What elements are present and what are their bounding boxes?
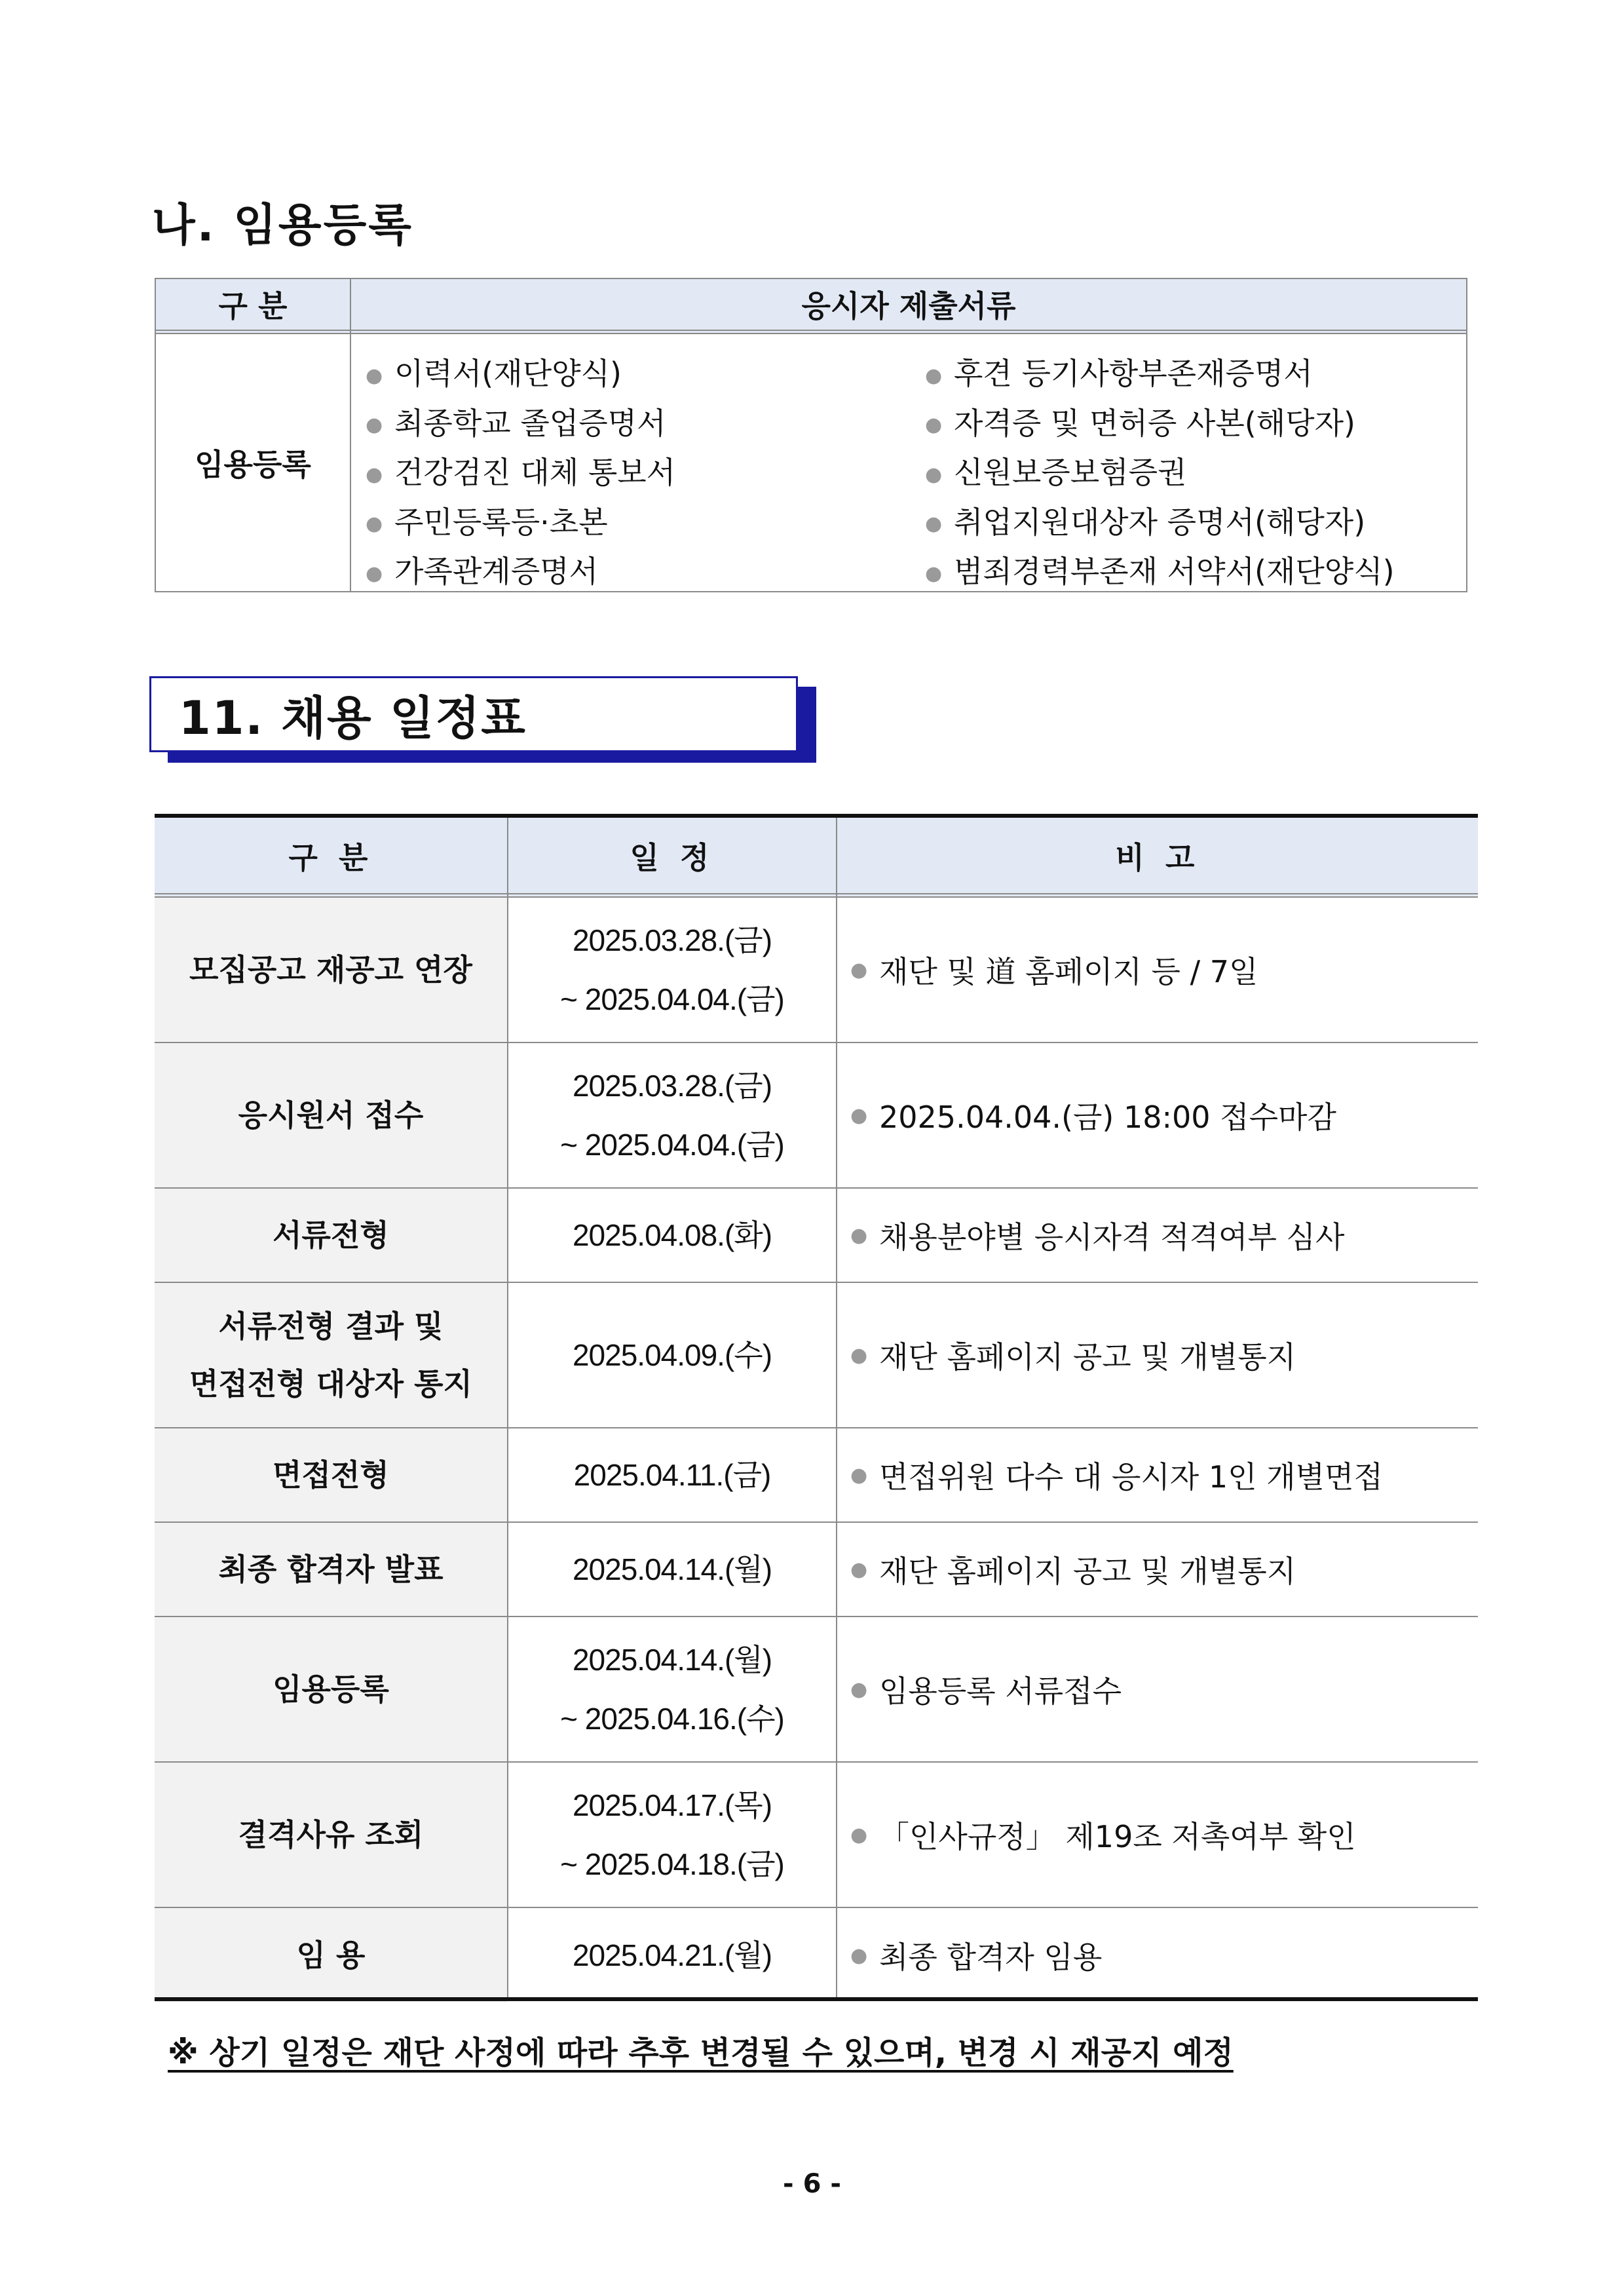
bullet-icon: ● xyxy=(925,413,943,436)
row-remark xyxy=(837,1283,1478,1427)
date-line: 2025.04.17.(목) xyxy=(572,1788,772,1822)
date-line: ~ 2025.04.18.(금) xyxy=(560,1847,784,1881)
remark-text: 「인사규정」 제19조 저촉여부 확인 xyxy=(879,1819,1356,1854)
row-label-appointment: 임용등록 xyxy=(195,447,311,482)
table-row xyxy=(155,1428,1478,1523)
list-item: ● 주민등록등·초본 xyxy=(366,499,675,548)
date-line: ~ 2025.04.04.(금) xyxy=(560,1128,784,1162)
row-remark xyxy=(837,1523,1478,1616)
schedule-footnote: ※ 상기 일정은 재단 사정에 따라 추후 변경될 수 있으며, 변경 시 재공지 예정 xyxy=(168,2035,1234,2071)
schedule-table xyxy=(155,814,1478,2001)
column-divider xyxy=(836,818,837,1997)
header-category: 구 분 xyxy=(218,288,288,324)
bullet-icon: ● xyxy=(925,364,943,387)
category-line: 면접전형 대상자 통지 xyxy=(189,1366,472,1402)
table-row xyxy=(155,1189,1478,1283)
row-category xyxy=(155,1523,507,1616)
table-row xyxy=(155,1908,1478,2002)
row-date xyxy=(508,1189,836,1282)
bullet-icon: ● xyxy=(925,562,943,585)
list-item: ● 범죄경력부존재 서약서(재단양식) xyxy=(925,548,1395,598)
bullet-icon: ● xyxy=(850,1223,868,1247)
list-item: ● 건강검진 대체 통보서 xyxy=(366,449,675,499)
list-item: ● 신원보증보험증권 xyxy=(925,449,1395,499)
header-documents: 응시자 제출서류 xyxy=(801,288,1016,324)
row-category xyxy=(155,1043,507,1187)
bullet-icon: ● xyxy=(366,562,383,585)
bullet-icon: ● xyxy=(925,512,943,535)
remark-text: 재단 홈페이지 공고 및 개별통지 xyxy=(879,1339,1296,1375)
remark-text: 채용분야별 응시자격 적격여부 심사 xyxy=(879,1219,1345,1255)
row-date xyxy=(508,1908,836,2002)
row-category xyxy=(155,1908,507,2002)
header-schedule: 일 정 xyxy=(630,840,715,875)
row-category xyxy=(155,1283,507,1427)
row-category xyxy=(155,1763,507,1907)
row-date xyxy=(508,1763,836,1907)
section-heading-11: 11. 채용 일정표 xyxy=(149,676,798,752)
category-line: 결격사유 조회 xyxy=(238,1817,424,1852)
row-date xyxy=(508,1428,836,1521)
bullet-icon: ● xyxy=(366,512,383,535)
category-line: 서류전형 결과 및 xyxy=(218,1309,444,1344)
category-line: 최종 합격자 발표 xyxy=(218,1552,444,1587)
row-category xyxy=(155,1189,507,1282)
row-date xyxy=(508,1043,836,1187)
row-category xyxy=(155,1617,507,1761)
list-item: ● 이력서(재단양식) xyxy=(366,350,675,400)
row-remark xyxy=(837,1189,1478,1282)
bullet-icon: ● xyxy=(366,413,383,436)
remark-text: 최종 합격자 임용 xyxy=(879,1940,1103,1975)
row-date xyxy=(508,1283,836,1427)
date-line: 2025.03.28.(금) xyxy=(572,1069,772,1103)
category-line: 응시원서 접수 xyxy=(238,1098,424,1133)
table-row xyxy=(155,1617,1478,1763)
list-item: ● 후견 등기사항부존재증명서 xyxy=(925,350,1395,400)
row-category xyxy=(155,1428,507,1521)
row-remark xyxy=(837,1428,1478,1521)
row-remark xyxy=(837,1763,1478,1907)
bullet-icon: ● xyxy=(850,1343,868,1367)
date-line: 2025.04.14.(월) xyxy=(572,1552,772,1586)
date-line: 2025.03.28.(금) xyxy=(572,923,772,957)
category-line: 면접전형 xyxy=(273,1457,389,1493)
submission-docs-table xyxy=(155,278,1467,592)
bullet-icon: ● xyxy=(850,1943,868,1967)
header-category: 구 분 xyxy=(288,840,373,875)
remark-text: 재단 홈페이지 공고 및 개별통지 xyxy=(879,1554,1296,1589)
bullet-icon: ● xyxy=(366,463,383,486)
remark-text: 2025.04.04.(금) 18:00 접수마감 xyxy=(879,1100,1336,1135)
bullet-icon: ● xyxy=(925,463,943,486)
row-remark xyxy=(837,1617,1478,1761)
list-item: ● 최종학교 졸업증명서 xyxy=(366,400,675,450)
page-number: - 6 - xyxy=(783,2169,841,2199)
date-line: ~ 2025.04.04.(금) xyxy=(560,982,784,1016)
list-item: ● 자격증 및 면허증 사본(해당자) xyxy=(925,400,1395,450)
list-item: ● 가족관계증명서 xyxy=(366,548,675,598)
header-remarks: 비 고 xyxy=(1115,840,1200,875)
date-line: ~ 2025.04.16.(수) xyxy=(560,1702,784,1736)
category-line: 서류전형 xyxy=(273,1217,389,1253)
table-row xyxy=(155,1283,1478,1428)
bullet-icon: ● xyxy=(850,958,868,982)
table-row xyxy=(155,1523,1478,1617)
row-category xyxy=(155,898,507,1042)
category-line: 모집공고 재공고 연장 xyxy=(189,952,472,987)
date-line: 2025.04.08.(화) xyxy=(572,1218,772,1252)
bullet-icon: ● xyxy=(850,1677,868,1701)
docs-list-left xyxy=(366,350,675,598)
table-row xyxy=(155,1043,1478,1189)
remark-text: 면접위원 다수 대 응시자 1인 개별면접 xyxy=(879,1459,1383,1495)
list-item: ● 취업지원대상자 증명서(해당자) xyxy=(925,499,1395,548)
row-remark xyxy=(837,1043,1478,1187)
bullet-icon: ● xyxy=(850,1463,868,1487)
section-heading-na: 나. 임용등록 xyxy=(152,200,413,252)
date-line: 2025.04.14.(월) xyxy=(572,1643,772,1677)
remark-text: 임용등록 서류접수 xyxy=(879,1674,1122,1709)
row-date xyxy=(508,1523,836,1616)
row-date xyxy=(508,1617,836,1761)
category-line: 임 용 xyxy=(296,1938,366,1973)
table-row xyxy=(155,1763,1478,1908)
date-line: 2025.04.09.(수) xyxy=(572,1338,772,1372)
date-line: 2025.04.11.(금) xyxy=(573,1458,771,1492)
table-row xyxy=(155,898,1478,1043)
docs-list-right xyxy=(925,350,1395,598)
bullet-icon: ● xyxy=(850,1558,868,1581)
category-line: 임용등록 xyxy=(273,1672,389,1707)
bullet-icon: ● xyxy=(850,1103,868,1127)
date-line: 2025.04.21.(월) xyxy=(572,1938,772,1972)
remark-text: 재단 및 道 홈페이지 등 / 7일 xyxy=(879,954,1258,989)
column-divider xyxy=(507,818,508,1997)
bullet-icon: ● xyxy=(850,1823,868,1846)
row-remark xyxy=(837,898,1478,1042)
row-date xyxy=(508,898,836,1042)
row-remark xyxy=(837,1908,1478,2002)
bullet-icon: ● xyxy=(366,364,383,387)
table-bottom-rule xyxy=(155,1997,1478,2001)
